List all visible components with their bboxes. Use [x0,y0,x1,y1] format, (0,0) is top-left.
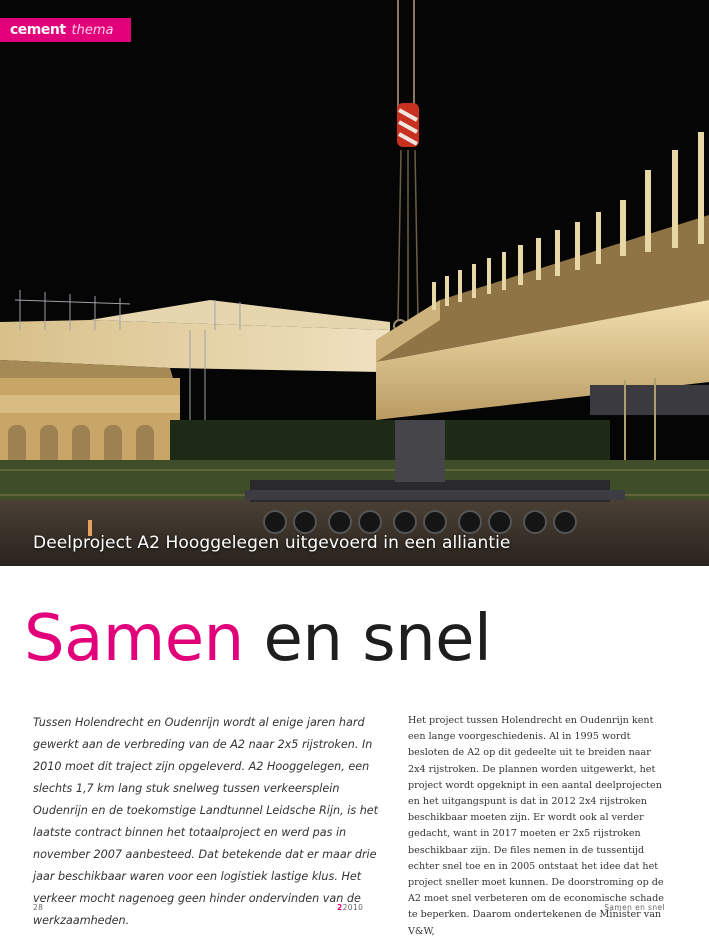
issue-year: 2010 [342,903,364,912]
headline-rest: en snel [243,602,492,676]
headline-accent: Samen [24,602,244,676]
running-title: Samen en snel [604,903,665,912]
photo-caption: Deelproject A2 Hooggelegen uitgevoerd in een alliantie [33,533,511,553]
article-headline [24,597,491,681]
magazine-logo: cement [10,22,66,38]
section-label: thema [71,22,114,38]
article-body: Het project tussen Holendrecht en Oudenrijn kent een lange voorgeschiedenis. Al in 1995 wordt besloten de A2 op dit gedeelte uit te breiden naar 2x4 rijstroken. De plannen worden uitgewerkt, het project wordt opgeknipt in een aantal deelprojecten en het uitgangspunt is dat in 2012 2x4 rijstroken beschikbaar moeten zijn. Er wordt ook al verder gedacht, want in 2017 moeten er 2x5 rijstroken beschikbaar zijn. De files nemen in de tussentijd echter snel toe en in 2005 ontstaat het idee dat het project sneller moet kunnen. De doorstroming op de A2 moet snel verbeteren om de economische schade te beperken. Daarom ondertekenen de Minister van V&W, [408,715,664,937]
issue-number: 2 [337,903,343,912]
article-intro: Tussen Holendrecht en Oudenrijn wordt al enige jaren hard gewerkt aan de verbreding van de A2 naar 2x5 rijstroken. In 2010 moet dit traject zijn opgeleverd. A2 Hooggelegen, een slechts 1,7 km lang stuk snelweg tussen verkeersplein Oudenrijn en de toekomstige Landtunnel Leidsche Rijn, is het laatste contract binnen het totaalproject en werd pas in november 2007 aanbesteed. Dat betekende dat er maar drie jaar beschikbaar waren voor een logistiek lastige klus. Het verkeer mocht nagenoeg geen hinder ondervinden van de werkzaamheden. [33,716,379,927]
magazine-section-tab [0,18,131,42]
issue-label [337,903,363,912]
page-number: 28 [33,903,44,912]
